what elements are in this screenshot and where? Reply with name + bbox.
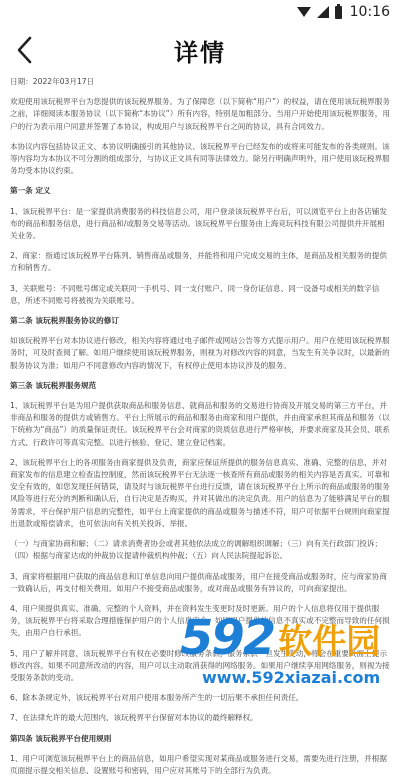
paragraph: 3、商家将根据用户获取的商品信息和订单信息向用户提供商品或服务，用户在接受商品或服务时，应与商家协商一致确认后，再支付相关费用。如用户不接受商品或服务，或对商品或服务有异议的，可向商家提出。 bbox=[10, 571, 387, 593]
status-icons bbox=[297, 6, 342, 19]
signal-icon bbox=[317, 6, 329, 18]
paragraph: 2、该玩税界平台上的各项服务由商家提供及负责，商家应保证所提供的服务信息真实、准确、完整的信息，并对商家发布的信息建立检查监控制度，然而该玩税界平台无法逐一核查所有商品或服务的相关内容是否真实、可靠和安全有效的，如您发现任何错误，请及时与该玩税界平台进行反馈，请在该玩税界平台上所示的商品或服务的服务风险等进行充分的判断和确认后，自行决定是否购买，并对其做出的决定负责。用户的信息为了能够满足平台的服务需求，平台保护用户信息的完整性，如平台上商家提供的商品或服务与描述不符，用户可依据平台规则向商家提出退款或赔偿请求，也可依法向有关机关投诉、举报。 bbox=[10, 457, 390, 528]
header bbox=[0, 24, 400, 76]
paragraph: 如该玩税界平台对本协议进行修改，相关内容将通过电子邮件或网站公告等方式提示用户。用户在使用该玩税界服务时，可及时查阅了解。如用户继续使用该玩税界服务，则视为对修改内容的同意，当发生有关争议时，以最新的服务协议为准；如用户不同意修改内容的情况下，有权停止使用本协议涉及的服务。 bbox=[10, 336, 390, 370]
page-title: 详情 bbox=[174, 38, 226, 67]
watermark-number: 592 bbox=[180, 610, 275, 666]
status-time: 10:16 bbox=[349, 4, 390, 20]
battery-icon bbox=[335, 6, 342, 19]
chevron-left-icon bbox=[12, 34, 40, 66]
paragraph: 3、关联账号：不同账号绑定或关联同一手机号、同一支付账户、同一身份证信息、同一设备号或相关的数字信息，所述不同账号将被视为关联账号。 bbox=[10, 283, 380, 305]
agreement-content bbox=[0, 76, 400, 777]
intro-paragraph: 欢迎使用该玩税界平台为您提供的该玩税界服务。为了保障您（以下简称“用户”）的权益，请在使用该玩税界服务之前，详细阅读本服务协议（以下简称“本协议”）所有内容，特别是加粗部分。当用户开始使用该玩税界服务，用户的行为表示用户同意并签署了本协议，构成用户与该玩税界平台之间的协议，具有合同效力。 bbox=[10, 97, 390, 131]
section-title: 第二条 该玩税界服务协议的修订 bbox=[10, 316, 119, 326]
wifi-icon bbox=[297, 7, 311, 17]
section-title: 第三条 该玩税界服务规范 bbox=[10, 380, 97, 390]
paragraph: （一）与商家协商和解；（二）请求消费者协会或者其他依法成立的调解组织调解；（三）向有关行政部门投诉；（四）根据与商家达成的仲裁协议提请仲裁机构仲裁；（五）向人民法院提起诉讼。 bbox=[10, 539, 383, 561]
back-button[interactable] bbox=[12, 34, 40, 66]
intro-paragraph: 本协议内容包括协议正文、本协议明确援引的其他协议、该玩税界平台已经发布的或将来可能发布的各类规则。该等内容均为本协议不可分割的组成部分，与协议正文具有同等法律效力。除另行明确声明外，用户使用该玩税界服务均受本协议约束。 bbox=[10, 141, 390, 176]
paragraph: 7、在法律允许的最大范围内，该玩税界平台保留对本协议的最终解释权。 bbox=[10, 713, 258, 723]
paragraph: 1、该玩税界平台：是一家提供消费服务的科技信息公司，用户登录该玩税界平台后，可以浏览平台上由各店铺发布的商品和服务信息，进行商品和/或服务交易等活动。该玩税界平台服务由上海竞玩科技有限公司提供并开展相关业务。 bbox=[10, 206, 387, 241]
watermark-name: 软件园 bbox=[278, 621, 381, 662]
paragraph: 5、用户了解并同意，该玩税界平台有权在必要时修改服务条款，服务条款一旦发生变动，将会在重要页面上提示修改内容。如果不同意所改动的内容，用户可以主动取消获得的网络服务。如果用户继续享用网络服务，则视为接受服务条款的变动。 bbox=[10, 648, 390, 682]
status-bar bbox=[0, 0, 400, 24]
paragraph: 4、用户须提供真实、准确、完整的个人资料，并在资料发生变更时及时更新。用户的个人信息将仅用于提供服务，该玩税界平台将采取合理措施保护用户的个人信息安全。如因用户提供的信息不真实或不完整而导致的任何损失，由用户自行承担。 bbox=[10, 603, 390, 638]
paragraph: 2、商家：指通过该玩税界平台陈列、销售商品或服务，并能将和用户完成交易的主体，是商品及相关服务的提供方和销售方。 bbox=[10, 251, 387, 273]
watermark-url: www.592xiazai.com bbox=[202, 668, 381, 687]
paragraph: 1、该玩税界平台是为用户提供获取商品和服务信息、就商品和服务的交易进行协商及开展交易的第三方平台，并非商品和服务的提供方或销售方。平台上所展示的商品和服务由商家和用户提供，并由商家承担其商品和服务（以下统称为“商品”）的质量保证责任。该玩税界平台会对商家的资质信息进行严格审核，并要求商家及其会员、联系方式、行政许可等真实完整。以进行核验、登记、建立登记档案。 bbox=[10, 401, 390, 447]
section-title: 第一条 定义 bbox=[10, 186, 51, 196]
paragraph: 1、用户可浏览该玩税界平台上的商品信息，如用户希望实现对某商品或服务进行交易，需要先进行注册，并根据页面提示提交相关信息、设置账号和密码，用户应对其账号下的全部行为负责。 bbox=[10, 753, 387, 775]
doc-date: 日期：2022年03月17日 bbox=[10, 77, 95, 86]
paragraph: 6、除本条规定外，该玩税界平台对用户使用本服务所产生的一切后果不承担任何责任。 bbox=[10, 693, 304, 703]
section-title: 第四条 该玩税界平台使用规则 bbox=[10, 733, 112, 743]
